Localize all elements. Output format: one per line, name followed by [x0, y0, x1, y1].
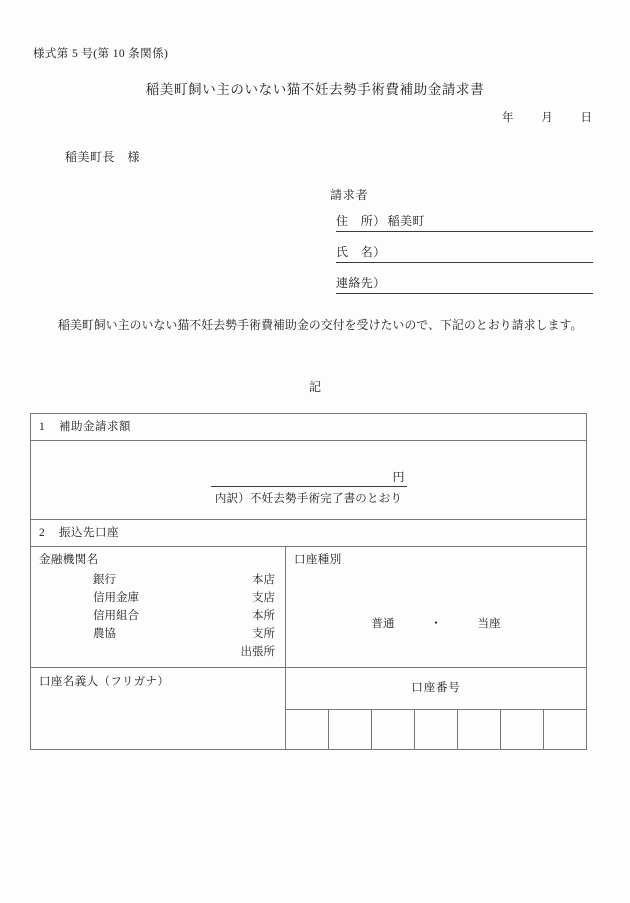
account-number-cell[interactable] [544, 710, 587, 750]
account-number-cell[interactable] [458, 710, 501, 750]
branch-type-option: 本店 [252, 574, 275, 586]
branch-type-option: 出張所 [240, 646, 275, 658]
requester-address-label: 住 所） [336, 214, 386, 228]
requester-address-value: 稲美町 [387, 214, 425, 228]
date-line [502, 109, 592, 125]
account-number-cell[interactable] [329, 710, 372, 750]
list-item[interactable] [93, 571, 275, 589]
bank-type-option: 銀行 [93, 574, 116, 586]
account-number-cell[interactable] [501, 710, 544, 750]
table-row [31, 414, 587, 441]
account-holder-cell[interactable] [31, 668, 286, 750]
amount-cell [31, 441, 587, 520]
table-row [31, 547, 587, 668]
form-number: 様式第 5 号(第 10 条関係) [33, 48, 169, 60]
account-holder-label: 口座名義人（フリガナ） [39, 676, 170, 688]
requester-name-label: 氏 名） [336, 245, 386, 259]
bank-type-option: 信用組合 [93, 610, 139, 622]
account-number-cell[interactable] [415, 710, 458, 750]
document-title: 稲美町飼い主のいない猫不妊去勢手術費補助金請求書 [145, 82, 485, 97]
requester-name-field[interactable] [336, 243, 593, 263]
requester-name-value [386, 245, 388, 259]
account-kind-cell[interactable] [286, 547, 587, 668]
amount-input-wrap [31, 469, 586, 487]
account-kind-options [286, 615, 586, 631]
branch-type-option: 支所 [252, 628, 275, 640]
bank-name-label: 金融機関名 [39, 554, 99, 566]
account-kind-label: 口座種別 [294, 554, 342, 566]
bank-name-cell[interactable] [31, 547, 286, 668]
account-kind-ordinary[interactable]: 普通 [371, 618, 395, 630]
addressee: 稲美町長 様 [65, 150, 141, 164]
table-row [31, 668, 587, 710]
body-sentence: 稲美町飼い主のいない猫不妊去勢手術費補助金の交付を受けたいので、下記のとおり請求します。 [58, 318, 583, 332]
bank-type-option: 農協 [93, 628, 116, 640]
section1-title: 補助金請求額 [59, 421, 131, 433]
list-item[interactable] [93, 607, 275, 625]
requester-address-field[interactable] [336, 212, 593, 232]
amount-note: 内訳）不妊去勢手術完了書のとおり [214, 493, 403, 505]
account-number-cell[interactable] [286, 710, 329, 750]
table-row [31, 520, 587, 547]
list-item[interactable] [93, 625, 275, 643]
currency-unit-label: 円 [392, 470, 405, 484]
section1-number: 1 [39, 421, 46, 433]
date-year-label: 年 [502, 112, 514, 124]
requester-contact-label: 連絡先） [336, 276, 386, 290]
section2-number: 2 [39, 527, 46, 539]
list-item[interactable] [93, 589, 275, 607]
requester-contact-value [386, 276, 388, 290]
claim-form-table [30, 413, 587, 750]
table-row [31, 441, 587, 520]
amount-input[interactable] [211, 469, 407, 487]
account-number-header: 口座番号 [286, 668, 587, 710]
ki-marker: 記 [308, 380, 321, 394]
bank-type-option: 信用金庫 [93, 592, 139, 604]
account-kind-current[interactable]: 当座 [477, 618, 501, 630]
date-month-label: 月 [541, 112, 553, 124]
account-number-cell[interactable] [372, 710, 415, 750]
section1-header [31, 414, 587, 441]
date-day-label: 日 [580, 112, 592, 124]
requester-label: 請求者 [330, 188, 369, 202]
branch-type-option: 支店 [252, 592, 275, 604]
branch-type-option: 本所 [252, 610, 275, 622]
section2-header [31, 520, 587, 547]
bank-type-rows [93, 571, 275, 661]
list-item[interactable] [93, 643, 275, 661]
account-kind-separator: ・ [430, 618, 442, 630]
section2-title: 振込先口座 [59, 527, 119, 539]
requester-contact-field[interactable] [336, 274, 593, 294]
